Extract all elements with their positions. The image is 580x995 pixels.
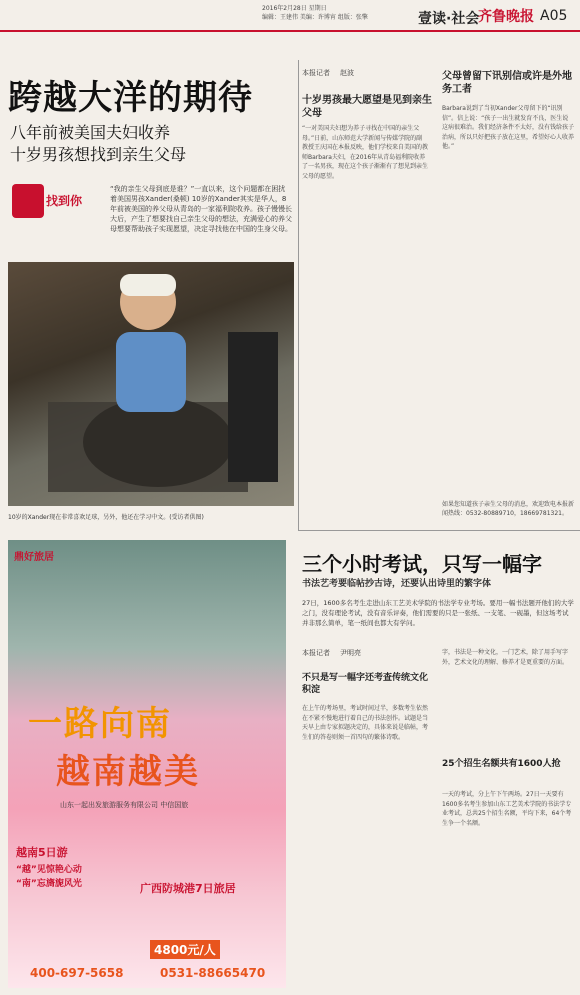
masthead-rule xyxy=(0,30,580,32)
story1-byline-label: 本报记者 xyxy=(302,69,330,77)
story1-headline: 跨越大洋的期待 xyxy=(8,78,253,118)
story1-photo-caption: 10岁的Xander现在非常喜欢足球，另外，他还在学习中文。(受访者供图) xyxy=(8,514,204,521)
story2-subhead: 书法艺考要临帖抄古诗，还要认出诗里的繁字体 xyxy=(302,579,492,589)
ad-headline-1: 一路向南 xyxy=(28,704,172,744)
story1-col3-foot: 如果您知道孩子亲生父母的消息，欢迎致电本报新闻热线：0532-80889710，18669781321。 xyxy=(442,501,575,517)
ad-phone-2: 0531-88665470 xyxy=(160,966,266,980)
paper-name: 齐鲁晚报 xyxy=(478,9,534,25)
ad-item-1: “越”见惊艳心动 xyxy=(16,865,82,875)
story1-lead: “我的亲生父母到底是谁？”一直以来，这个问题都在困扰着美国男孩Xander(桑顿) 10岁的Xander其实是华人，8年前被美国的养父母从青岛的一家福利院收养。孩子慢慢长大后，产生了想要找自己亲生父母的想法，充满爱心的养父母想要帮助孩子实现愿望，决定寻找他在中国的生身父母。 xyxy=(110,185,292,233)
story2-byline-name: 尹明亮 xyxy=(340,649,361,657)
ad-company: 山东一起出发旅游服务有限公司 中信国旅 xyxy=(60,801,189,809)
date-line: 2016年2月28日 星期日 xyxy=(262,5,327,12)
ad-tag-vietnam: 越南5日游 xyxy=(16,846,68,859)
story2-section-head-2: 25个招生名额共有1600人抢 xyxy=(442,759,561,769)
masthead-date xyxy=(262,4,422,22)
story1-photo xyxy=(8,262,294,506)
section-divider xyxy=(298,530,580,531)
ad-item-2: “南”忘旖旎风光 xyxy=(16,879,82,889)
boy-with-statue-photo xyxy=(8,262,294,506)
editors-line: 编辑：王建伟 美编：许博宵 组版：张擎 xyxy=(262,14,368,21)
story2-byline-label: 本报记者 xyxy=(302,649,330,657)
story1-byline-name: 赵波 xyxy=(340,69,354,77)
section-name: 壹读·社会 xyxy=(418,11,480,27)
ad-brand: 鼎好旅居 xyxy=(14,552,54,563)
ad-tag-guangxi: 广西防城港7日旅居 xyxy=(140,882,236,895)
story2-section-head-1: 不只是写一幅字还考查传统文化积淀 xyxy=(302,673,429,695)
story1-col3-body: Barbara说到了当初Xander父母留下的“讯别信”。信上说：“孩子一出生就发育不良，医生说这病很难治。我们经济条件不太好，没有钱给孩子治病，所以只好把孩子放在这里，希望好心人收养他。” xyxy=(442,105,575,150)
ad-headline-2: 越南越美 xyxy=(56,752,200,792)
ad-phone-1: 400-697-5658 xyxy=(30,966,124,980)
story2-body-2: 字，书法是一种文化，一门艺术，除了用手写字外，艺术文化的理解、修养才是更重要的方面。 xyxy=(442,649,569,666)
story2-body-1: 在上午的考场里，考试时间过半，多数考生依然在不紧不慢地进行着自己的书法创作。试题是当天早上由专家拟题决定的，具体来说是临帖，考生们的答卷则须一首四句的繁体诗歌。 xyxy=(302,705,429,741)
story1-col3-head: 父母曾留下讯别信或许是外地务工者 xyxy=(442,71,572,95)
column-divider xyxy=(298,60,299,530)
story1-col2-head: 十岁男孩最大愿望是见到亲生父母 xyxy=(302,95,432,119)
story2-body-3: 一天的考试，分上午下午两场。27日一天要有1600多名考生参加山东工艺美术学院的书法学专业考试，总共25个招生名额，平均下来，64个考生争一个名额。 xyxy=(442,791,572,827)
story1-col2-body: “一对美国夫妇想为养子寻找在中国的亲生父母。”日前，山东师范大学新闻与传媒学院的副教授王庆国在本报反映，他们学校来自美国的教师Barbara夫妇，在2016年从青岛福利院收养了一名男孩，现在这个孩子渐渐有了想见到亲生父母的愿望。 xyxy=(302,125,429,180)
find-you-logo-icon xyxy=(12,184,44,218)
story1-subhead-1: 八年前被美国夫妇收养 xyxy=(10,123,171,142)
story2-lead: 27日，1600多名考生走进山东工艺美术学院的书法学专业考场。要用一幅书法题开他们的大学之门，没有理论考试，没有音乐评奏，他们需要的只是一张纸、一支笔、一砚墨，但这场考试并非那么简单，笔一纸间也都大有学问。 xyxy=(302,599,574,627)
page-number: A05 xyxy=(540,8,568,24)
ad-price: 4800元/人 xyxy=(150,940,220,959)
story1-subhead-2: 十岁男孩想找到亲生父母 xyxy=(10,145,187,164)
find-you-logo-label: 找到你 xyxy=(46,194,83,208)
story2-headline: 三个小时考试，只写一幅字 xyxy=(302,552,542,576)
